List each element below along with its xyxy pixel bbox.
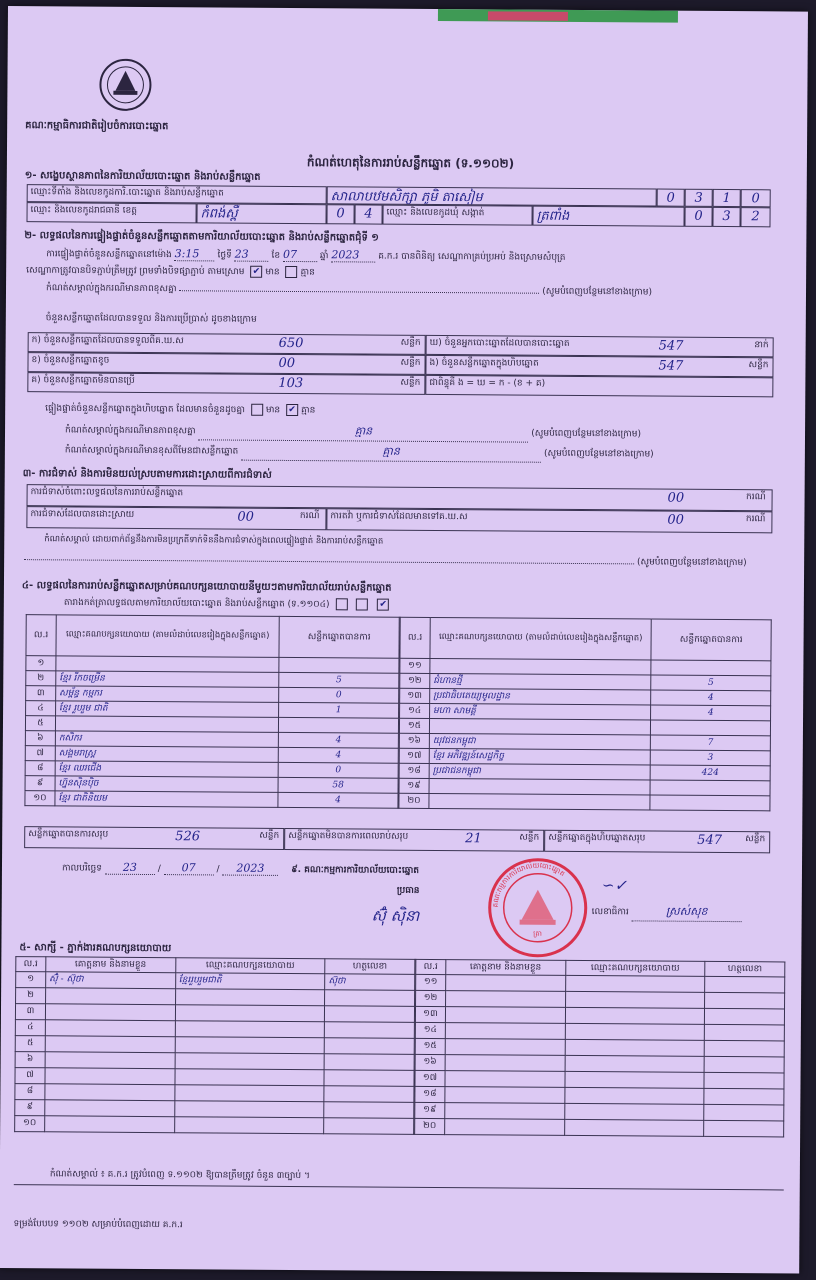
- s2-c-unit: សន្លឹក: [400, 377, 421, 388]
- valid-votes: [651, 660, 771, 676]
- agent-signature: [324, 1118, 414, 1135]
- s2-note-blank: [179, 290, 539, 294]
- row-number: ១៣: [415, 1006, 445, 1022]
- s2-day-value: 23: [235, 248, 269, 262]
- agent-party: [174, 1101, 324, 1118]
- s4-total-valid-unit: សន្លឹក: [259, 830, 280, 841]
- agent-name: [445, 1087, 565, 1104]
- s5-right-col-party: ឈ្មោះគណបក្សនយោបាយ: [565, 960, 705, 976]
- s2-check-yes-label: មាន: [265, 267, 280, 278]
- s2-e-unit: សន្លឹក: [748, 360, 769, 371]
- row-number: ៧: [25, 746, 55, 761]
- valid-votes: 4: [279, 732, 399, 748]
- row-number: ១១: [416, 974, 446, 990]
- valid-votes: 424: [650, 765, 770, 781]
- background-strip-red: [488, 11, 568, 21]
- s2-a-unit: សន្លឹក: [400, 337, 421, 348]
- s5-left-col-no: ល.រ: [16, 957, 46, 972]
- s3-r3-unit: ករណី: [745, 514, 766, 525]
- s3-r2-unit: ករណី: [299, 511, 320, 522]
- s1-province-label: ឈ្មោះ និងលេខកូដរាជធានី ខេត្ត: [26, 202, 196, 223]
- section5-title: ៥- សាក្សី - ភ្នាក់ងារគណបក្សនយោបាយ: [19, 942, 172, 955]
- s4-right-col-party: ឈ្មោះគណបក្សនយោបាយ (តាមលំដាប់លេខរៀងក្នុងសន្លឹកឆ្នោត): [430, 617, 652, 660]
- s1-location-value: សាលាបឋមសិក្សា ភូមិ តាសៀម: [327, 186, 657, 206]
- s2-receive-line: ចំនួនសន្លឹកឆ្នោតដែលបានទទួល និងការប្រើប្រាស់ ដូចខាងក្រោម: [45, 313, 257, 325]
- s4-check-2[interactable]: [356, 598, 368, 610]
- row-number: ១២: [400, 673, 430, 688]
- s4-date-day: 23: [105, 861, 155, 875]
- section4-title: ៤- លទ្ធផលនៃការរាប់សន្លឹកឆ្នោតសម្រាប់គណបក្សនយោបាយនីមួយៗតាមការិយាល័យរាប់សន្លឹកឆ្នោត: [21, 580, 392, 594]
- row-number: ១៩: [415, 1102, 445, 1118]
- s2-compare-no-box[interactable]: ✔: [286, 404, 298, 416]
- row-number: ១៣: [400, 688, 430, 703]
- s4-total-box: [544, 830, 770, 854]
- party-name: កសិករ: [55, 731, 278, 748]
- s4-chair-signature: ស៊ុំ ស៊ិនា: [371, 906, 420, 925]
- party-name: [429, 793, 650, 810]
- row-number: ១៧: [399, 748, 429, 763]
- row-number: ១: [16, 972, 46, 988]
- s1-code-3: 1: [713, 189, 741, 207]
- agent-name: [45, 1004, 175, 1021]
- seal-text: គណៈកម្មការការិយាល័យបោះឆ្នោត: [491, 861, 567, 908]
- agent-signature: [325, 1022, 415, 1039]
- s2-note2-line: [65, 422, 641, 443]
- s2-b-unit: សន្លឹក: [400, 357, 421, 368]
- s2-intro-label: ការផ្ទៀងផ្ទាត់ចំនួនសន្លឹកឆ្នោតនៅម៉ោង: [46, 249, 172, 261]
- valid-votes: 4: [651, 705, 771, 721]
- agent-party: [565, 1055, 705, 1072]
- agent-party: [564, 1119, 704, 1136]
- valid-votes: 5: [279, 672, 399, 688]
- s2-row-a: [28, 332, 426, 355]
- s2-check-no-label: គ្មាន: [300, 267, 315, 278]
- s2-note3-label: កំណត់សម្គាល់ក្នុងករណីមានខុសពីមែនជាសន្លឹកឆ្នោត: [64, 445, 239, 457]
- agent-name: [445, 1007, 565, 1024]
- agent-signature: [704, 1088, 784, 1105]
- s4-check-1[interactable]: [335, 598, 347, 610]
- agent-signature: [705, 976, 785, 993]
- s5-left-col-party: ឈ្មោះគណបក្សនយោបាយ: [175, 958, 325, 974]
- s2-b-value: 00: [278, 355, 296, 372]
- agent-party: [174, 1085, 324, 1102]
- party-name: [56, 656, 279, 673]
- section3-title: ៣- ការជំទាស់ និងការមិនយល់ស្របតាមការដោះស្រាយពីការជំទាស់: [22, 468, 272, 481]
- s2-intro-line: [46, 246, 565, 265]
- row-number: ១៨: [399, 763, 429, 778]
- row-number: ១៩: [399, 778, 429, 793]
- s4-total-valid-label: សន្លឹកឆ្នោតបានការសរុប: [28, 829, 109, 840]
- party-name: [55, 716, 278, 733]
- official-seal-stamp: [485, 855, 590, 960]
- agent-name: [45, 1052, 175, 1069]
- s1-commune-code-1: 0: [684, 207, 712, 227]
- s5-right-col-name: គោត្តនាម និងនាមខ្លួន: [446, 960, 566, 976]
- party-name: ខ្មែរ រួបរួម ជាតិ: [55, 701, 278, 718]
- s4-subtitle: តារាងកត់ត្រាលទ្ធផលតាមការិយាល័យបោះឆ្នោត និងរាប់សន្លឹកឆ្នោត (ទ.១១០៤): [63, 597, 330, 610]
- s3-note-blank-line: [24, 552, 747, 570]
- party-name: [429, 718, 650, 735]
- committee-header: គណៈកម្មាធិការជាតិរៀបចំការបោះឆ្នោត: [25, 120, 169, 133]
- agent-party: [565, 1007, 705, 1024]
- s2-check-yes-box[interactable]: ✔: [250, 266, 262, 278]
- agent-name: [45, 1020, 175, 1037]
- row-number: ៩: [15, 1100, 45, 1116]
- s3-r1-value: 00: [667, 490, 685, 506]
- party-name: ខ្មែរ រីកចម្រើន: [56, 671, 279, 688]
- s1-province-value: កំពង់ស្ពឺ: [196, 203, 326, 224]
- form-paper: [0, 6, 808, 1274]
- row-number: ១៦: [399, 733, 429, 748]
- s2-note3-line: [65, 442, 654, 463]
- row-number: ២: [26, 671, 56, 686]
- s5-right-col-sign: ហត្ថលេខា: [705, 961, 785, 977]
- party-name: ប្រជាជនកម្ពុជា: [429, 763, 650, 780]
- s4-date-line: កាលបរិច្ឆេទ 23 / 07 / 2023 ៩. គណៈកម្មការការិយាល័យបោះឆ្នោត: [61, 860, 420, 876]
- valid-votes: [279, 717, 399, 733]
- s1-commune-code-2: 3: [712, 207, 740, 227]
- table-row: [415, 1118, 784, 1137]
- s4-right-col-no: ល.រ: [400, 617, 430, 658]
- s4-subtitle-line: [64, 596, 392, 612]
- agent-signature: [704, 1104, 784, 1121]
- s2-c-label: គ) ចំនួនសន្លឹកឆ្នោតមិនបានប្រើ: [31, 375, 135, 386]
- agent-party: ខ្មែររួបរួមជាតិ: [175, 973, 325, 990]
- row-number: ១០: [15, 1116, 45, 1132]
- agent-name: ស៊ុំ - ស៊ុថា: [46, 972, 176, 989]
- s1-commune-label: ឈ្មោះ និងលេខកូដឃុំ សង្កាត់: [382, 205, 532, 226]
- s1-code-2: 3: [685, 189, 713, 207]
- agent-signature: [705, 992, 785, 1009]
- s2-compare-no-label: គ្មាន: [300, 405, 316, 416]
- s4-total-box-label: សន្លឹកឆ្នោតក្នុងហិបឆ្នោតសរុប: [548, 832, 646, 844]
- agent-party: [175, 1037, 325, 1054]
- s4-check-3[interactable]: ✔: [377, 599, 389, 611]
- s2-year-label: ឆ្នាំ: [319, 251, 329, 262]
- s2-time-value: 3:15: [175, 247, 215, 261]
- s3-r1-label: ការជំទាស់ចំពោះលទ្ធផលនៃការរាប់សន្លឹកឆ្នោត: [30, 487, 184, 499]
- s4-left-col-no: ល.រ: [26, 615, 56, 656]
- s4-right-table: [398, 617, 771, 812]
- s4-total-box-unit: សន្លឹក: [745, 834, 766, 845]
- s2-a-value: 650: [278, 335, 304, 352]
- s1-commune-value: ត្រពាំង: [532, 206, 684, 227]
- s2-compare-text: ផ្ទៀងផ្ទាត់ចំនួនសន្លឹកឆ្នោតក្នុងហិបឆ្នោត ដែលមានចំនួនដូចគ្នា: [45, 403, 246, 416]
- s2-check-no-box[interactable]: [285, 266, 297, 278]
- row-number: ១៤: [415, 1022, 445, 1038]
- row-number: ៣: [15, 1004, 45, 1020]
- table-row: [25, 791, 398, 809]
- table-row: [399, 793, 770, 811]
- agent-signature: [705, 1008, 785, 1025]
- footer-form-code: ទម្រង់បែបបទ ១១០២ សម្រាប់បំពេញដោយ គ.ក.រ: [13, 1219, 183, 1231]
- agent-name: [445, 1039, 565, 1056]
- agent-name: [445, 1023, 565, 1040]
- s2-note2-value: គ្មាន: [198, 423, 528, 442]
- s3-r1-unit: ករណី: [745, 492, 766, 503]
- s2-note3-value: គ្មាន: [241, 444, 541, 463]
- row-number: ៩: [25, 776, 55, 791]
- s1-commune-code-3: 2: [740, 207, 770, 227]
- agent-party: [175, 1069, 325, 1086]
- row-number: ៥: [15, 1036, 45, 1052]
- row-number: ១៨: [415, 1086, 445, 1102]
- row-number: ៨: [25, 761, 55, 776]
- agent-party: [565, 1039, 705, 1056]
- s4-total-box-value: 547: [697, 832, 723, 849]
- nec-emblem-icon: [97, 57, 153, 113]
- s2-compare-line: [45, 402, 315, 417]
- valid-votes: 1: [279, 702, 399, 718]
- agent-party: [565, 991, 705, 1008]
- s2-intro-rest: គ.ក.រ បានពិនិត្យ សេណ្ឋាកាគ្រប់ប្រអប់ និងស្រោមសំបុត្រ: [378, 251, 566, 263]
- party-name: ហ្វ៊ុនស៊ិនប៉ិច: [55, 776, 278, 793]
- row-number: ៣: [26, 686, 56, 701]
- s2-a-label: ក) ចំនួនសន្លឹកឆ្នោតដែលបានទទួលពីគ.ឃ.ស: [31, 335, 184, 347]
- s4-committee-label: ៩. គណៈកម្មការការិយាល័យបោះឆ្នោត: [291, 864, 420, 876]
- row-number: ១៧: [415, 1070, 445, 1086]
- s1-code-1: 0: [657, 189, 685, 207]
- s3-row-2: [26, 506, 326, 530]
- agent-signature: [705, 1024, 785, 1041]
- agent-signature: [324, 1070, 414, 1087]
- s2-month-value: 07: [283, 248, 317, 262]
- row-number: ២០: [399, 793, 429, 808]
- agent-party: [175, 989, 325, 1006]
- s2-compare-yes-box[interactable]: [251, 404, 263, 416]
- agent-signature: [324, 1086, 414, 1103]
- s2-note2-hint: (សូមបំពេញបន្ថែមនៅខាងក្រោម): [531, 428, 642, 440]
- agent-party: [175, 1053, 325, 1070]
- s2-d-unit: នាក់: [754, 340, 769, 351]
- s4-chair-label: ប្រធាន: [396, 885, 420, 896]
- row-number: ១១: [400, 658, 430, 673]
- section1-title: ១- សង្ខេបស្ថានភាពនៃការិយាល័យបោះឆ្នោត និងរាប់សន្លឹកឆ្នោត: [24, 170, 261, 183]
- s4-secretary-label: លេខាធិការ: [591, 907, 629, 918]
- agent-party: [564, 1103, 704, 1120]
- agent-name: [445, 1071, 565, 1088]
- agent-name: [45, 1084, 175, 1101]
- footer-note: កំណត់សម្គាល់ ៖ គ.ក.រ ត្រូវបំពេញ ទ.១១០២ ឱ្យបានត្រឹមត្រូវ ចំនួន ៣ច្បាប់ ។: [49, 1169, 310, 1182]
- s2-date-label: ថ្ងៃទី: [217, 250, 232, 261]
- party-name: [429, 778, 650, 795]
- row-number: ២០: [415, 1118, 445, 1134]
- s3-r3-label: ការតវ៉ា ឬការជំទាស់ដែលមានទៅគ.ឃ.ស: [330, 511, 468, 523]
- row-number: ៦: [15, 1052, 45, 1068]
- table-row: [15, 1116, 414, 1135]
- party-name: ប្រជាធិបតេយ្យមូលដ្ឋាន: [430, 688, 651, 705]
- row-number: ១២: [416, 990, 446, 1006]
- s5-left-col-name: គោត្តនាម និងនាមខ្លួន: [46, 957, 176, 973]
- row-number: ៥: [25, 716, 55, 731]
- valid-votes: 4: [278, 792, 398, 808]
- s2-note2-label: កំណត់សម្គាល់ក្នុងករណីមានភាពខុសគ្នា: [65, 425, 196, 437]
- row-number: ១: [26, 656, 56, 671]
- valid-votes: 0: [279, 687, 399, 703]
- s4-total-invalid-unit: សន្លឹក: [519, 832, 540, 843]
- agent-party: [175, 1005, 325, 1022]
- party-name: សង្គមរាស្ត្រ: [55, 746, 278, 763]
- s2-row-f: ជាពិន្ទុគឺ ង = ឃ = ក - (ខ + គ): [425, 375, 773, 397]
- valid-votes: 4: [278, 747, 398, 763]
- s2-note-label: កំណត់សម្គាល់ក្នុងករណីមានភាពខុសគ្នា: [45, 283, 177, 295]
- s5-right-table: [414, 959, 785, 1138]
- s3-note-line: កំណត់សម្គាល់ ដោយពាក់ព័ន្ធនឹងការមិនប្រក្រតីទាក់ទិននឹងការជំទាស់ក្នុងពេលផ្ទៀងផ្ទាត់ និងការរាប់សន្លឹកឆ្នោត: [44, 534, 384, 547]
- valid-votes: 3: [650, 750, 770, 766]
- s2-row-d: [426, 335, 774, 357]
- agent-name: [445, 991, 565, 1008]
- footer-divider: [14, 1184, 784, 1190]
- agent-signature: ស៊ុថា: [325, 974, 415, 991]
- s4-total-valid: [24, 826, 284, 850]
- s4-total-invalid: [284, 828, 544, 852]
- row-number: ៦: [25, 731, 55, 746]
- s4-left-table: [24, 614, 399, 809]
- valid-votes: 5: [651, 675, 771, 691]
- agent-name: [445, 1055, 565, 1072]
- s4-secretary-sign-mark: ∽✓: [601, 876, 628, 895]
- s2-row-b: [27, 352, 425, 375]
- s1-code-4: 0: [741, 189, 771, 207]
- s2-e-label: ង) ចំនួនសន្លឹកឆ្នោតក្នុងហិបឆ្នោត: [429, 357, 539, 369]
- s3-r2-label: ការជំទាស់ដែលបានដោះស្រាយ: [30, 509, 135, 520]
- row-number: ១៤: [400, 703, 430, 718]
- s4-total-valid-value: 526: [175, 829, 201, 845]
- s5-left-col-sign: ហត្ថលេខា: [325, 959, 415, 975]
- s3-row-3: [326, 508, 772, 533]
- agent-name: [45, 1116, 175, 1133]
- valid-votes: 4: [651, 690, 771, 706]
- agent-signature: [704, 1072, 784, 1089]
- s4-total-invalid-label: សន្លឹកឆ្នោតមិនបានការពេលរាប់សរុប: [288, 830, 409, 842]
- agent-name: [45, 988, 175, 1005]
- s2-note3-hint: (សូមបំពេញបន្ថែមនៅខាងក្រោម): [543, 448, 654, 460]
- agent-name: [45, 1068, 175, 1085]
- valid-votes: 0: [278, 762, 398, 778]
- agent-signature: [704, 1040, 784, 1057]
- row-number: ១០: [25, 791, 55, 806]
- valid-votes: [279, 657, 399, 673]
- s2-month-label: ខែ: [271, 250, 281, 261]
- s4-date-year: 2023: [222, 862, 278, 876]
- s2-note-line: [46, 282, 652, 299]
- party-name: [430, 658, 651, 675]
- s5-right-col-no: ល.រ: [416, 959, 446, 974]
- row-number: ១៥: [415, 1038, 445, 1054]
- valid-votes: 58: [278, 777, 398, 793]
- agent-party: [174, 1117, 324, 1134]
- row-number: ១៦: [415, 1054, 445, 1070]
- s4-date-month: 07: [164, 861, 214, 875]
- valid-votes: [651, 720, 771, 736]
- s4-secretary-name: ស្រស់សុខ: [632, 904, 742, 922]
- valid-votes: [650, 780, 770, 796]
- s1-province-code-2: 4: [354, 204, 382, 224]
- agent-signature: [324, 1054, 414, 1071]
- s2-b-label: ខ) ចំនួនសន្លឹកឆ្នោតខូច: [31, 355, 110, 366]
- s2-c-value: 103: [278, 375, 304, 392]
- s2-e-value: 547: [658, 358, 684, 374]
- party-name: ខ្មែរ ជាតិនិយម: [55, 791, 278, 808]
- s3-note-blank: [24, 559, 634, 564]
- party-name: ខ្មែរ អភិវឌ្ឍន៍សេដ្ឋកិច្ច: [429, 748, 650, 765]
- seal-center: ត្រា: [533, 929, 542, 938]
- agent-signature: [704, 1120, 784, 1137]
- s1-province-code-1: 0: [326, 204, 354, 224]
- valid-votes: [650, 795, 770, 811]
- s3-r3-value: 00: [667, 512, 685, 528]
- s3-r2-value: 00: [237, 509, 255, 525]
- agent-signature: [324, 1102, 414, 1119]
- row-number: ២: [16, 988, 46, 1004]
- agent-name: [45, 1036, 175, 1053]
- s2-seal-line: [26, 264, 315, 280]
- row-number: ១៥: [399, 718, 429, 733]
- agent-signature: [704, 1056, 784, 1073]
- section2-title: ២- លទ្ធផលនៃការផ្ទៀងផ្ទាត់ចំនួនសន្លឹកឆ្នោតតាមការិយាល័យបោះឆ្នោត និងរាប់សន្លឹកឆ្នោតជុំទី ១: [24, 230, 379, 244]
- s2-year-value: 2023: [331, 248, 375, 262]
- agent-signature: [324, 1038, 414, 1055]
- party-name: យុវជនកម្ពុជា: [429, 733, 650, 750]
- s4-total-invalid-value: 21: [465, 831, 482, 847]
- agent-name: [45, 1100, 175, 1117]
- s2-d-value: 547: [658, 338, 684, 354]
- row-number: ៤: [26, 701, 56, 716]
- s3-note-hint: (សូមបំពេញបន្ថែមនៅខាងក្រោម): [636, 557, 747, 569]
- s2-d-label: ឃ) ចំនួនអ្នកបោះឆ្នោតដែលបានបោះឆ្នោត: [429, 337, 570, 349]
- s4-secretary-line: [592, 904, 742, 922]
- svg-text:គណៈកម្មការការិយាល័យបោះឆ្នោត: [492, 861, 567, 908]
- s4-date-label: កាលបរិច្ឆេទ: [61, 863, 103, 874]
- agent-party: [565, 1023, 705, 1040]
- agent-signature: [325, 1006, 415, 1023]
- row-number: ៨: [15, 1084, 45, 1100]
- party-name: មហា សាមគ្គី: [429, 703, 650, 720]
- s2-row-c: [27, 372, 425, 395]
- row-number: ៧: [15, 1068, 45, 1084]
- agent-party: [175, 1021, 325, 1038]
- s4-right-col-votes: សន្លឹកឆ្នោតបានការ: [651, 619, 771, 661]
- party-name: សម្ព័ន្ធ កម្មករ: [56, 686, 279, 703]
- agent-party: [565, 1071, 705, 1088]
- agent-name: [445, 1103, 565, 1120]
- s2-row-e: [425, 355, 773, 377]
- s5-left-table: [14, 956, 415, 1135]
- form-title: កំណត់ហេតុនៃការរាប់សន្លឹកឆ្នោត (ទ.១១០២): [306, 155, 515, 171]
- party-name: ខ្មែរ ឈរជើង: [55, 761, 278, 778]
- agent-signature: [325, 990, 415, 1007]
- party-name: ជំហានថ្មី: [430, 673, 651, 690]
- valid-votes: 7: [651, 735, 771, 751]
- agent-name: [445, 1119, 565, 1136]
- row-number: ៤: [15, 1020, 45, 1036]
- agent-party: [564, 1087, 704, 1104]
- s2-note-hint: (សូមបំពេញបន្ថែមនៅខាងក្រោម): [542, 286, 653, 298]
- agent-name: [446, 975, 566, 992]
- s2-seal-text: សេណ្ឋាកាត្រូវបានបិទភ្ជាប់ត្រឹមត្រូវ ព្រមទាំងបិទផ្សាភ្ជាប់ តាមស្រោម: [26, 265, 245, 278]
- s4-left-col-party: ឈ្មោះគណបក្សនយោបាយ (តាមលំដាប់លេខរៀងក្នុងសន្លឹកឆ្នោត): [56, 615, 280, 658]
- s2-compare-yes-label: មាន: [265, 405, 281, 416]
- s1-location-label: ឈ្មោះទីតាំង និងលេខកូដការិ.បោះឆ្នោត និងរាប់សន្លឹកឆ្នោត: [27, 184, 327, 204]
- s4-left-col-votes: សន្លឹកឆ្នោតបានការ: [279, 616, 399, 658]
- agent-party: [565, 975, 705, 992]
